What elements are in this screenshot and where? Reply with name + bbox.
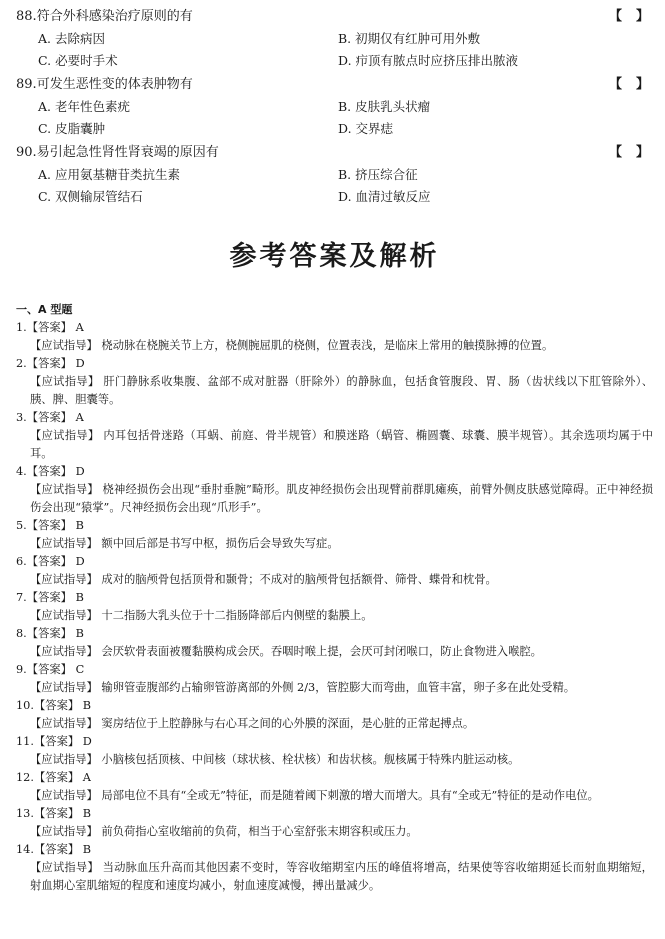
answer-key-line [16,805,653,823]
explanation-text: 额中回后部是书写中枢，损伤后会导致失写症。 [101,537,339,550]
answer-item [16,805,653,841]
answer-key-line [16,589,653,607]
guide-tag: 【应试指导】 [30,429,100,442]
option-item: C. 双侧输尿管结石 [38,189,143,204]
guide-tag: 【应试指导】 [30,645,98,658]
answer-tag: 【答案】 [26,321,72,334]
answer-explanation [16,481,653,517]
option-item: B. 初期仅有红肿可用外敷 [338,31,481,46]
answer-key-line [16,355,653,373]
answer-bracket [609,6,651,28]
answer-item [16,661,653,697]
option-grid [16,28,653,72]
answer-tag: 【答案】 [33,843,80,856]
answer-number: 4. [16,465,27,478]
answer-key: B [82,807,92,820]
answer-explanation [16,679,653,697]
answer-list [16,319,653,895]
answer-item [16,517,653,553]
option-item: B. 挤压综合征 [338,167,418,182]
option-item: D. 交界痣 [338,121,394,136]
answer-tag: 【答案】 [26,663,72,676]
answer-key-line [16,409,653,427]
guide-tag: 【应试指导】 [30,375,100,388]
answer-key: B [75,627,84,640]
answer-tag: 【答案】 [26,411,72,424]
answer-key: B [82,699,92,712]
answer-bracket [609,142,651,164]
bracket-right: 】 [635,145,651,160]
answer-key: C [75,663,85,676]
answer-number: 3. [16,411,27,424]
answer-number: 11. [16,735,34,748]
explanation-text: 窦房结位于上腔静脉与右心耳之间的心外膜的深面，是心脏的正常起搏点。 [101,717,475,730]
answer-explanation [16,859,653,895]
option-grid [16,96,653,140]
answer-item [16,697,653,733]
answer-key: D [75,555,85,568]
explanation-text: 桡动脉在桡腕关节上方，桡侧腕屈肌的桡侧，位置表浅，是临床上常用的触摸脉搏的位置。 [101,339,554,352]
answer-tag: 【答案】 [33,735,80,748]
answer-key: B [75,519,84,532]
explanation-text: 前负荷指心室收缩前的负荷，相当于心室舒张末期容积或压力。 [101,825,418,838]
explanation-text: 内耳包括骨迷路（耳蜗、前庭、骨半规管）和膜迷路（蜗管、椭圆囊、球囊、膜半规管）。其余选项均属于中耳。 [30,429,653,460]
answer-tag: 【答案】 [33,699,80,712]
answer-item [16,589,653,625]
answer-explanation [16,751,653,769]
question-stem [16,74,193,96]
answer-item [16,409,653,463]
answer-item [16,625,653,661]
answer-number: 7. [16,591,27,604]
answer-explanation [16,643,653,661]
explanation-text: 肝门静脉系收集腹、盆部不成对脏器（肝除外）的静脉血，包括食管腹段、胃、肠（齿状线以下肛管除外）、胰、脾、胆囊等。 [30,375,653,406]
answer-key-line [16,697,653,715]
answer-key-line [16,625,653,643]
answer-item [16,355,653,409]
answer-key-line [16,733,653,751]
answer-explanation [16,607,653,625]
option-item: A. 应用氨基糖苷类抗生素 [38,167,180,182]
bracket-right: 】 [635,9,651,24]
question-list [16,6,653,208]
answer-explanation [16,373,653,409]
guide-tag: 【应试指导】 [30,537,98,550]
answer-tag: 【答案】 [33,771,80,784]
option-item: C. 必要时手术 [38,53,118,68]
answer-tag: 【答案】 [33,807,80,820]
answer-key-line [16,841,653,859]
question-number: 88. [16,9,37,24]
answer-explanation [16,823,653,841]
guide-tag: 【应试指导】 [30,825,98,838]
question-item [16,6,653,72]
guide-tag: 【应试指导】 [30,609,98,622]
answer-key-line [16,661,653,679]
answers-title: 参考答案及解析 [229,241,440,272]
guide-tag: 【应试指导】 [30,483,99,496]
answer-tag: 【答案】 [26,357,72,370]
answer-key: D [75,465,85,478]
option-item: B. 皮肤乳头状瘤 [338,99,431,114]
question-number: 90. [16,145,37,160]
answer-number: 13. [16,807,34,820]
bracket-left: 【 [609,77,625,92]
answer-explanation [16,715,653,733]
answer-item [16,733,653,769]
question-text: 符合外科感染治疗原则的有 [36,9,193,24]
option-item: A. 老年性色素疣 [38,99,130,114]
option-item: D. 疖顶有脓点时应挤压排出脓液 [338,53,519,68]
answer-explanation [16,337,653,355]
answer-explanation [16,571,653,589]
guide-tag: 【应试指导】 [30,681,98,694]
answer-tag: 【答案】 [26,627,72,640]
answer-key: B [75,591,84,604]
answer-tag: 【答案】 [26,465,72,478]
guide-tag: 【应试指导】 [30,717,98,730]
answer-item [16,841,653,895]
question-header [16,74,653,96]
answer-key: D [75,357,85,370]
explanation-text: 局部电位不具有“全或无”特征，而是随着阈下刺激的增大而增大。具有“全或无”特征的是动作电位。 [101,789,599,802]
question-item [16,142,653,208]
answer-key: A [82,771,91,784]
explanation-text: 当动脉血压升高而其他因素不变时，等容收缩期室内压的峰值将增高，结果使等容收缩期延长而射血期缩短，射血期心室肌缩短的程度和速度均减小，射血速度减慢，搏出量减少。 [30,861,653,892]
guide-tag: 【应试指导】 [30,861,99,874]
question-header [16,142,653,164]
answer-tag: 【答案】 [26,591,72,604]
explanation-text: 十二指肠大乳头位于十二指肠降部后内侧壁的黏膜上。 [101,609,373,622]
answer-number: 9. [16,663,27,676]
answer-explanation [16,427,653,463]
answer-key: B [82,843,92,856]
answer-item [16,769,653,805]
answer-number: 10. [16,699,34,712]
explanation-text: 小脑核包括顶核、中间核（球状核、栓状核）和齿状核。舰核属于特殊内脏运动核。 [101,753,520,766]
answer-item [16,319,653,355]
explanation-text: 会厌软骨表面被覆黏膜构成会厌。吞咽时喉上提，会厌可封闭喉口，防止食物进入喉腔。 [101,645,542,658]
answer-tag: 【答案】 [26,555,72,568]
answer-key: A [75,411,84,424]
bracket-left: 【 [609,9,625,24]
answer-item [16,463,653,517]
option-item: D. 血清过敏反应 [338,189,431,204]
question-header [16,6,653,28]
option-item: A. 去除病因 [38,31,105,46]
answer-key-line [16,553,653,571]
answer-number: 1. [16,321,27,334]
answer-key-line [16,769,653,787]
question-text: 可发生恶性变的体表肿物有 [36,77,193,92]
answer-item [16,553,653,589]
answer-explanation [16,787,653,805]
answer-number: 14. [16,843,34,856]
bracket-left: 【 [609,145,625,160]
answer-number: 8. [16,627,27,640]
option-item: C. 皮脂囊肿 [38,121,106,136]
explanation-text: 输卵管壶腹部约占输卵管游离部的外侧 2/3，管腔膨大而弯曲，血管丰富，卵子多在此处受精。 [101,681,576,694]
question-text: 易引起急性肾性肾衰竭的原因有 [36,145,219,160]
answer-key: A [75,321,84,334]
question-stem [16,6,193,28]
answer-explanation [16,535,653,553]
answer-number: 2. [16,357,27,370]
explanation-text: 桡神经损伤会出现“垂肘垂腕”畸形。肌皮神经损伤会出现臂前群肌瘫痪，前臂外侧皮肤感觉障碍。正中神经损伤会出现“猿掌”。尺神经损伤会出现“爪形手”。 [30,483,653,514]
answer-key-line [16,463,653,481]
explanation-text: 成对的脑颅骨包括顶骨和颞骨；不成对的脑颅骨包括额骨、筛骨、蝶骨和枕骨。 [101,573,497,586]
section-heading: 一、A 型题 [16,303,73,316]
question-number: 89. [16,77,37,92]
guide-tag: 【应试指导】 [30,573,98,586]
guide-tag: 【应试指导】 [30,339,98,352]
answer-key-line [16,319,653,337]
question-stem [16,142,219,164]
answer-number: 12. [16,771,34,784]
guide-tag: 【应试指导】 [30,753,98,766]
answer-bracket [609,74,651,96]
answer-tag: 【答案】 [26,519,72,532]
guide-tag: 【应试指导】 [30,789,98,802]
answer-key: D [82,735,92,748]
question-item [16,74,653,140]
option-grid [16,164,653,208]
answer-number: 6. [16,555,27,568]
bracket-right: 】 [635,77,651,92]
answer-key-line [16,517,653,535]
answer-number: 5. [16,519,27,532]
